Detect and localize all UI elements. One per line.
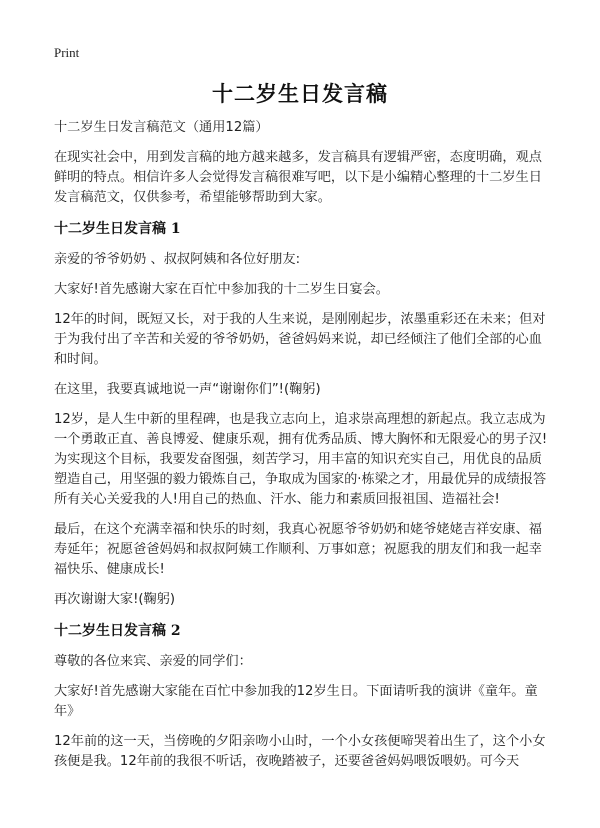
document-body xyxy=(54,118,550,782)
section-2 xyxy=(54,620,550,772)
paragraph: 亲爱的爷爷奶奶 、叔叔阿姨和各位好朋友: xyxy=(54,252,301,267)
paragraph: 12岁，是人生中新的里程碑，也是我立志向上，追求崇高理想的新起点。我立志成为一个勇敢正直、善良博爱、健康乐观，拥有优秀品质、博大胸怀和无限爱心的男子汉!为实现这个目标，我要发奋图强，刻苦学习，用丰富的知识充实自己，用优良的品质塑造自己，用坚强的毅力锻炼自己，争取成为国家的·栋梁之才，用最优异的成绩报答所有关心关爱我的人!用自己的热血、汗水、能力和素质回报祖国、造福社会! xyxy=(54,412,548,507)
paragraph: 12年前的这一天，当傍晚的夕阳亲吻小山时，一个小女孩便啼哭着出生了，这个小女孩便是我。12年前的我很不听话，夜晚踏被子，还要爸爸妈妈喂饭喂奶。可今天 xyxy=(54,734,546,769)
document-subtitle: 十二岁生日发言稿范文（通用12篇） xyxy=(54,120,269,135)
section-heading: 十二岁生日发言稿 1 xyxy=(54,221,181,237)
paragraph: 在这里，我要真诚地说一声“谢谢你们”!(鞠躬) xyxy=(54,382,321,397)
section-1 xyxy=(54,218,550,610)
page-title: 十二岁生日发言稿 xyxy=(212,81,388,106)
paragraph: 大家好!首先感谢大家在百忙中参加我的十二岁生日宴会。 xyxy=(54,282,389,297)
section-heading: 十二岁生日发言稿 2 xyxy=(54,623,181,639)
paragraph: 大家好!首先感谢大家能在百忙中参加我的12岁生日。下面请听我的演讲《童年。童年》 xyxy=(54,684,538,719)
paragraph: 12年的时间，既短又长，对于我的人生来说，是刚刚起步，浓墨重彩还在未来；但对于为我付出了辛苦和关爱的爷爷奶奶，爸爸妈妈来说，却已经倾注了他们全部的心血和时间。 xyxy=(54,312,546,367)
paragraph: 最后，在这个充满幸福和快乐的时刻，我真心祝愿爷爷奶奶和姥爷姥姥吉祥安康、福寿延年；祝愿爸爸妈妈和叔叔阿姨工作顺利、万事如意；祝愿我的朋友们和我一起幸福快乐、健康成长! xyxy=(54,522,542,577)
intro-paragraph: 在现实社会中，用到发言稿的地方越来越多，发言稿具有逻辑严密，态度明确，观点鲜明的特点。相信许多人会觉得发言稿很难写吧，以下是小编精心整理的十二岁生日发言稿范文，仅供参考，希望能够帮助到大家。 xyxy=(54,150,542,205)
print-link[interactable]: Print xyxy=(54,45,80,60)
paragraph: 尊敬的各位来宾、亲爱的同学们： xyxy=(54,654,252,669)
paragraph: 再次谢谢大家!(鞠躬) xyxy=(54,592,176,607)
